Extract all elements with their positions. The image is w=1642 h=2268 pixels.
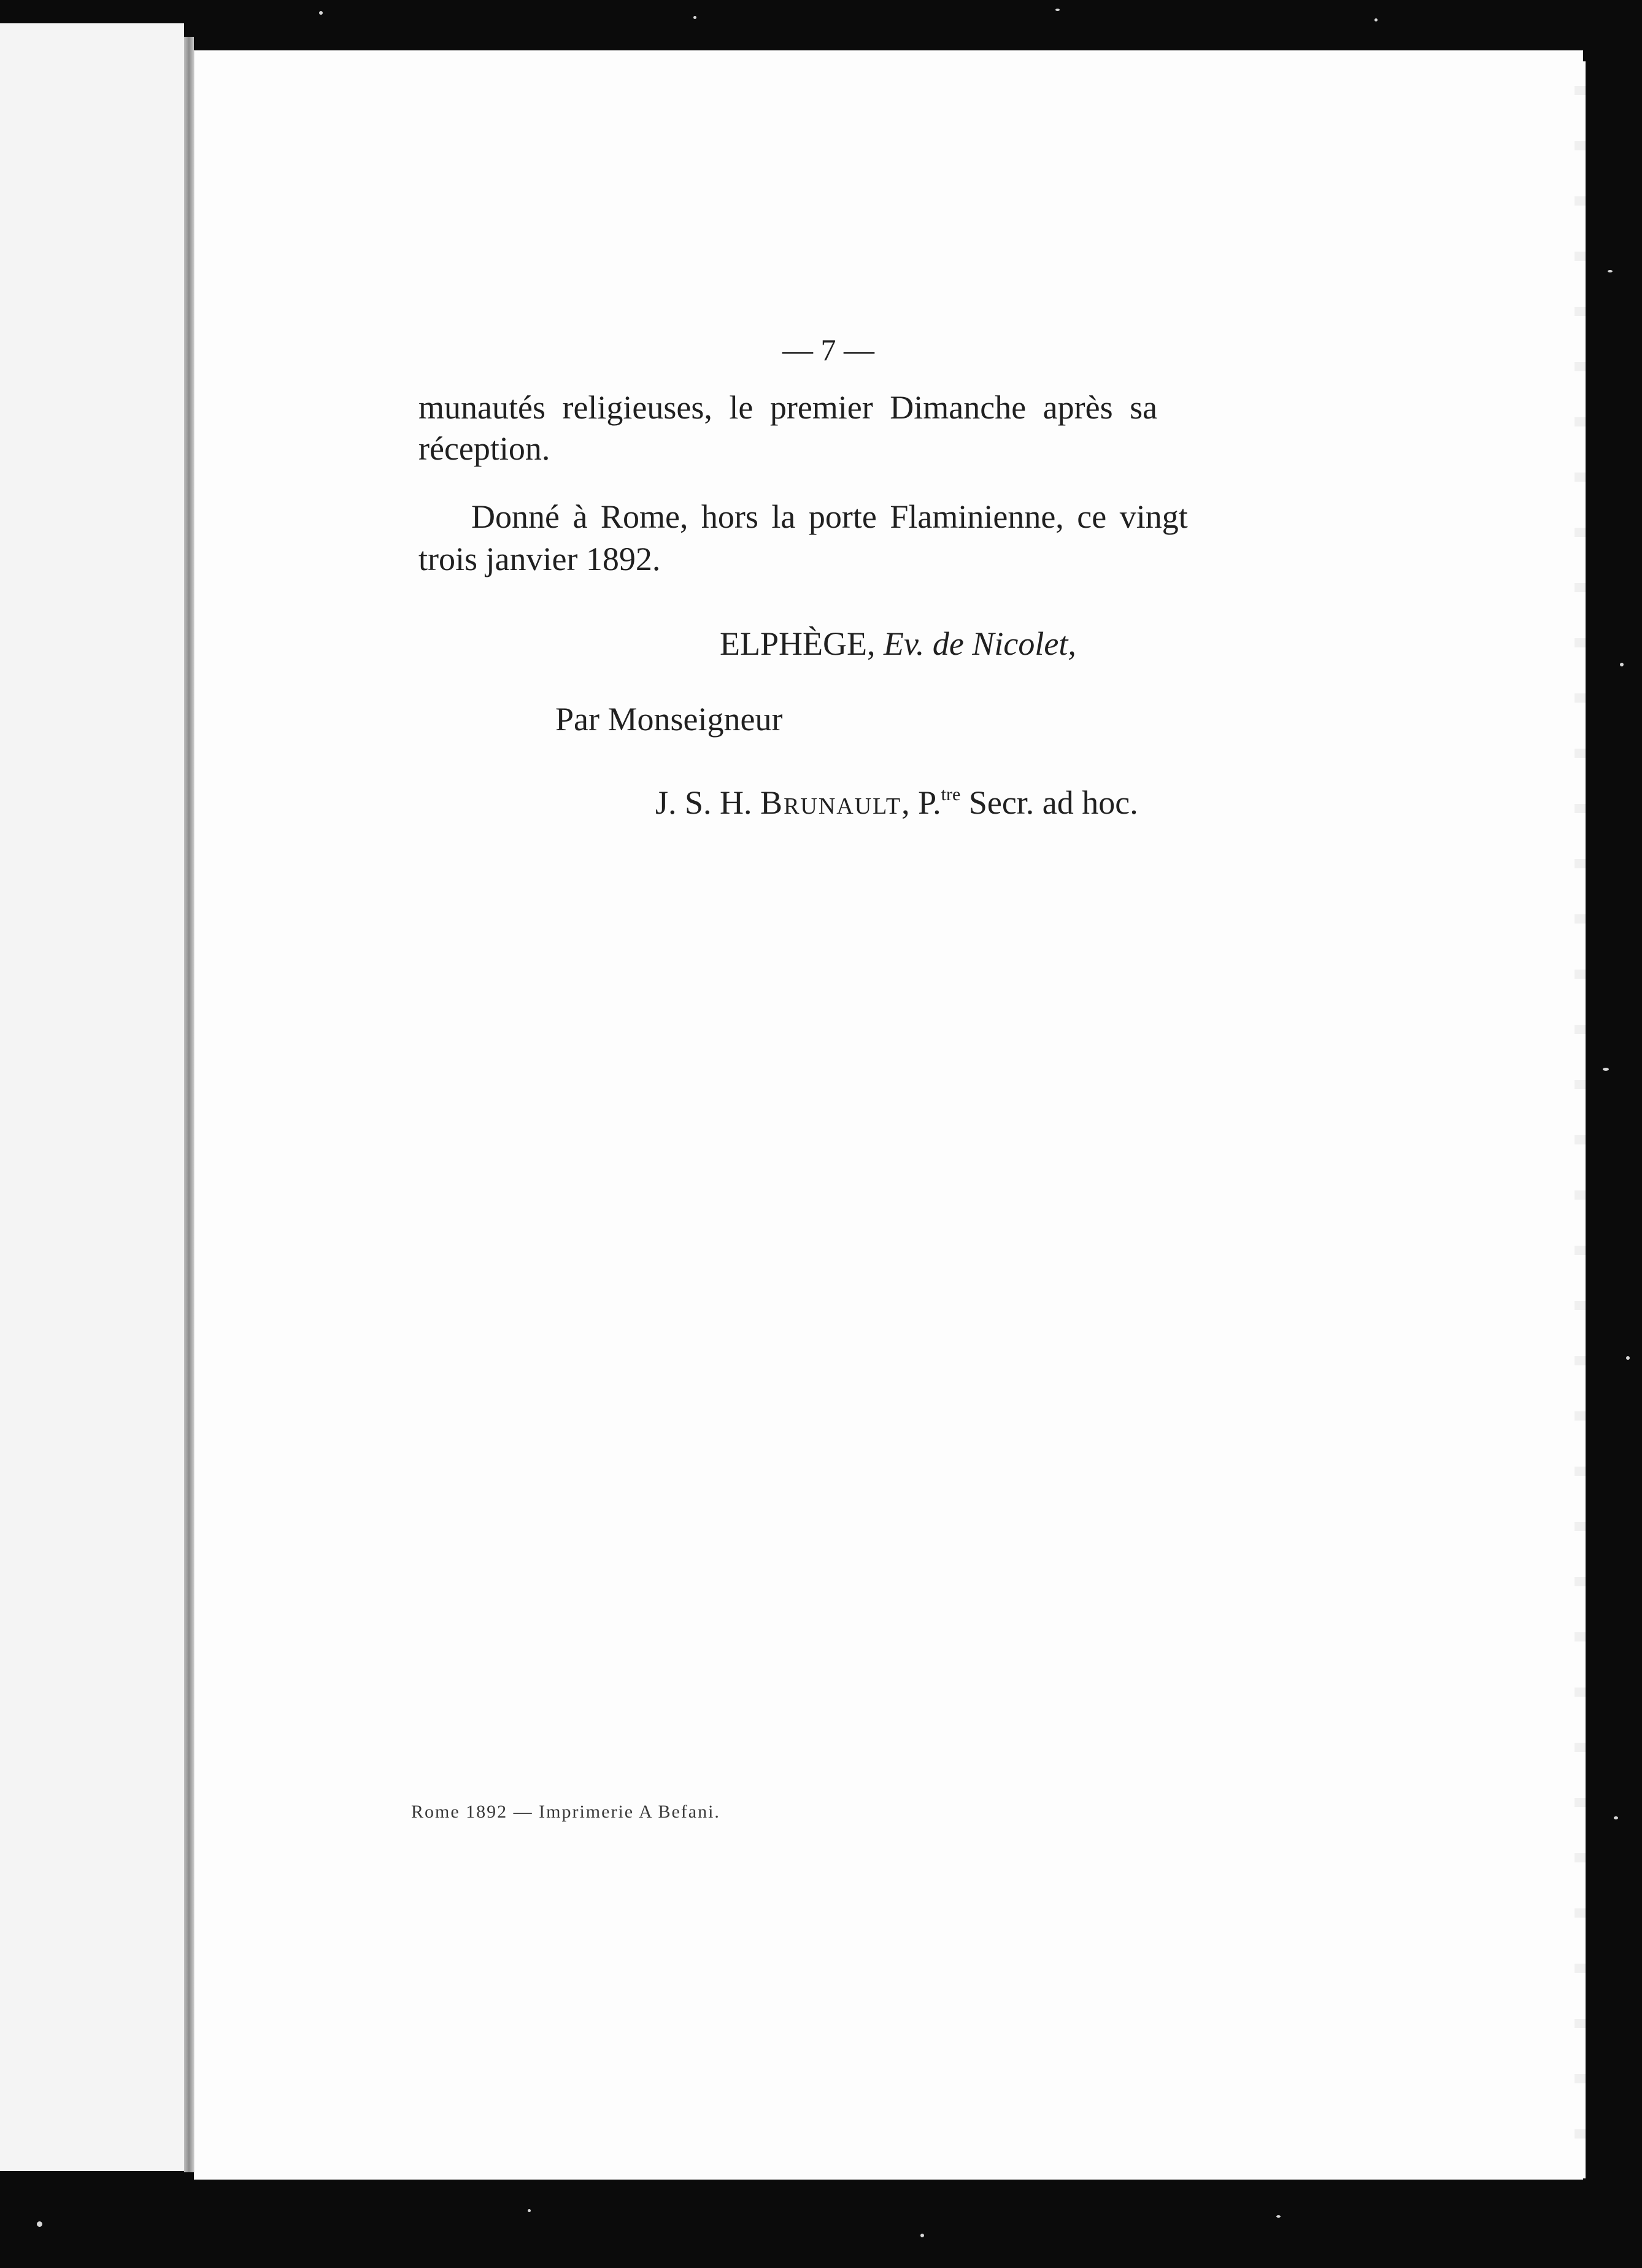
scan-speck xyxy=(920,2234,924,2237)
par-monseigneur: Par Monseigneur xyxy=(555,701,783,738)
page-number: — 7 — xyxy=(782,333,874,367)
scan-speck xyxy=(1055,9,1060,11)
scan-speck xyxy=(528,2209,531,2212)
signature-title: Ev. de Nicolet, xyxy=(883,625,1076,662)
secretary-role: Secr. ad hoc. xyxy=(968,784,1138,821)
secretary-surname: Brunault xyxy=(760,784,902,821)
scan-speck xyxy=(1374,18,1378,21)
scan-speck xyxy=(1608,270,1613,272)
secretary-pretre-superscript: tre xyxy=(941,784,961,804)
body-text-line: trois janvier 1892. xyxy=(418,541,661,577)
scan-speck xyxy=(1276,2215,1281,2218)
body-text-line: Donné à Rome, hors la porte Flaminienne, ce vingt xyxy=(471,498,1188,535)
scan-speck xyxy=(1603,1068,1609,1071)
scan-speck xyxy=(693,16,696,19)
bishop-signature xyxy=(720,627,1076,660)
scan-speck xyxy=(1620,663,1624,666)
signature-name: ELPHÈGE, xyxy=(720,625,876,662)
body-text-line: munautés religieuses, le premier Dimanche après sa xyxy=(418,389,1158,426)
previous-leaf xyxy=(0,23,184,2171)
scan-speck xyxy=(1614,1816,1618,1819)
scan-speck xyxy=(1626,1356,1630,1360)
secretary-initials: J. S. H. xyxy=(655,784,752,821)
scan-speck xyxy=(319,11,323,15)
secretary-pretre: P. xyxy=(918,784,941,821)
page-deckle-edge xyxy=(1575,61,1586,2178)
document-page xyxy=(194,50,1583,2180)
secretary-signature: J. S. H. Brunault, P.$^{tre}$ Secr. ad hoc. xyxy=(655,784,1138,821)
previous-leaf-edge xyxy=(184,37,194,2172)
scan-speck xyxy=(37,2221,42,2227)
printer-imprint: Rome 1892 — Imprimerie A Befani. xyxy=(411,1802,720,1822)
body-text-line: réception. xyxy=(418,430,550,467)
